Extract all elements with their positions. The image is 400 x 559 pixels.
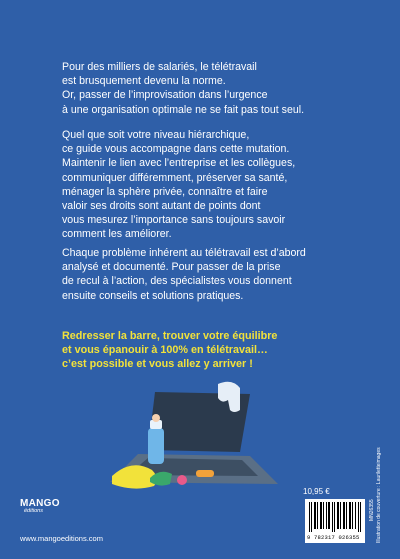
text-line: ce guide vous accompagne dans cette mutation. [62,143,290,156]
publisher-website[interactable]: www.mangoeditions.com [20,534,103,543]
highlight-line: Redresser la barre, trouver votre équilibre [62,329,278,342]
price-tag: 10,95 € [303,487,330,496]
highlight-line: et vous épanouir à 100% en télétravail… [62,344,268,356]
highlight-tagline [62,329,277,372]
publisher-logo-sub: éditions [24,508,43,514]
illustration-credit: Illustration de couverture : Lauriletteimages [376,447,382,543]
laptop-illustration [100,380,290,495]
text-line: vous mesurez l’importance sans toujours savoir [62,214,286,227]
text-line: de recul à l’action, des spécialistes vous donnent [62,275,292,288]
text-line: ensuite conseils et solutions pratiques. [62,289,244,302]
method-paragraph [62,246,362,303]
text-line: Or, passer de l’improvisation dans l’urgence [62,89,268,102]
text-line: valoir ses droits sont autant de points dont [62,200,261,213]
text-line: Chaque problème inhérent au télétravail est d’abord [62,247,306,259]
text-line: Maintenir le lien avec l’entreprise et les collègues, [62,157,296,170]
text-line: analysé et documenté. Pour passer de la prise [62,261,281,274]
intro-paragraph [62,60,362,117]
rattle [177,475,187,485]
text-line: Pour des milliers de salariés, le télétravail [62,61,257,73]
text-line: Quel que soit votre niveau hiérarchique, [62,129,250,141]
body-paragraph [62,128,362,242]
text-line: à une organisation optimale ne se fait pas tout seul. [62,103,305,116]
text-line: est brusquement devenu la norme. [62,75,226,88]
publisher-logo: MANGO [20,498,60,509]
isbn-number: 9 782317 026355 [307,534,360,541]
text-line: communiquer différemment, préserver sa santé, [62,171,288,184]
text-line: comment les améliorer. [62,228,172,241]
product-code: MN26355 [369,499,375,521]
barcode-bars [305,499,365,533]
highlight-line: c’est possible et vous allez y arriver ! [62,358,253,371]
text-line: ménager la sphère privée, connaître et faire [62,185,268,198]
pacifier [196,470,214,477]
baby-bottle [148,428,164,464]
